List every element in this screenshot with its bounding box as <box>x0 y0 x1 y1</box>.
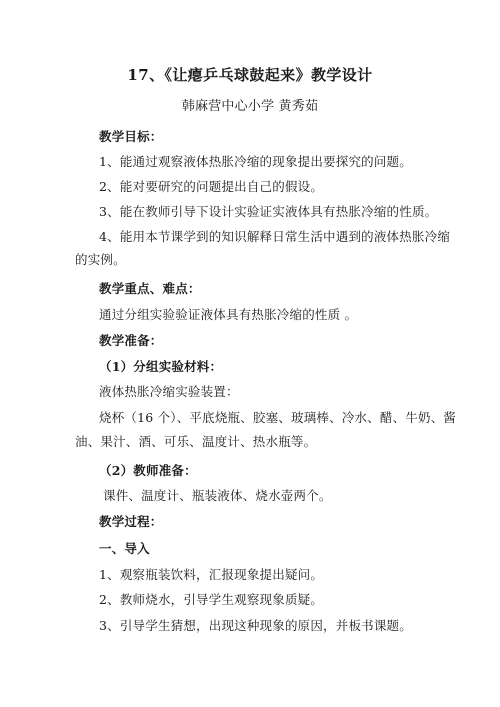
group-materials-line: 液体热胀冷缩实验装置： <box>99 384 239 399</box>
objective-item: 1、能通过观察液体热胀冷缩的现象提出要探究的问题。 <box>99 154 412 169</box>
process-step: 2、教师烧水，引导学生观察现象质疑。 <box>99 592 324 607</box>
document-title: 17、《让瘪乒乓球鼓起来》教学设计 <box>127 66 373 84</box>
objective-item-continuation: 的实例。 <box>75 252 126 267</box>
author-line: 韩麻营中心小学 黄秀茹 <box>181 99 319 114</box>
section-heading: 一、导入 <box>99 541 150 556</box>
teacher-prep-heading: （2）教师准备： <box>99 463 197 478</box>
group-materials-heading: （1）分组实验材料： <box>99 359 223 374</box>
objective-item: 3、能在教师引导下设计实验证实液体具有热胀冷缩的性质。 <box>99 204 438 219</box>
key-points-text: 通过分组实验验证液体具有热胀冷缩的性质 。 <box>99 307 358 322</box>
key-points-heading: 教学重点、难点： <box>99 281 201 296</box>
preparation-heading: 教学准备： <box>99 333 163 348</box>
objectives-heading: 教学目标： <box>99 129 163 144</box>
teacher-prep-line: 课件、温度计、瓶装液体、烧水壶两个。 <box>103 488 332 503</box>
group-materials-line: 烧杯（16 个）、平底烧瓶、胶塞、玻璃棒、冷水、醋、牛奶、酱 <box>99 410 457 425</box>
process-step: 3、引导学生猜想，出现这种现象的原因，并板书课题。 <box>99 618 412 633</box>
process-heading: 教学过程： <box>99 514 163 529</box>
process-step: 1、观察瓶装饮料，汇报现象提出疑问。 <box>99 567 324 582</box>
group-materials-line: 油、果汁、酒、可乐、温度计、热水瓶等。 <box>75 434 317 449</box>
objective-item: 2、能对要研究的问题提出自己的假设。 <box>99 179 324 194</box>
objective-item: 4、能用本节课学到的知识解释日常生活中遇到的液体热胀冷缩 <box>99 229 451 244</box>
